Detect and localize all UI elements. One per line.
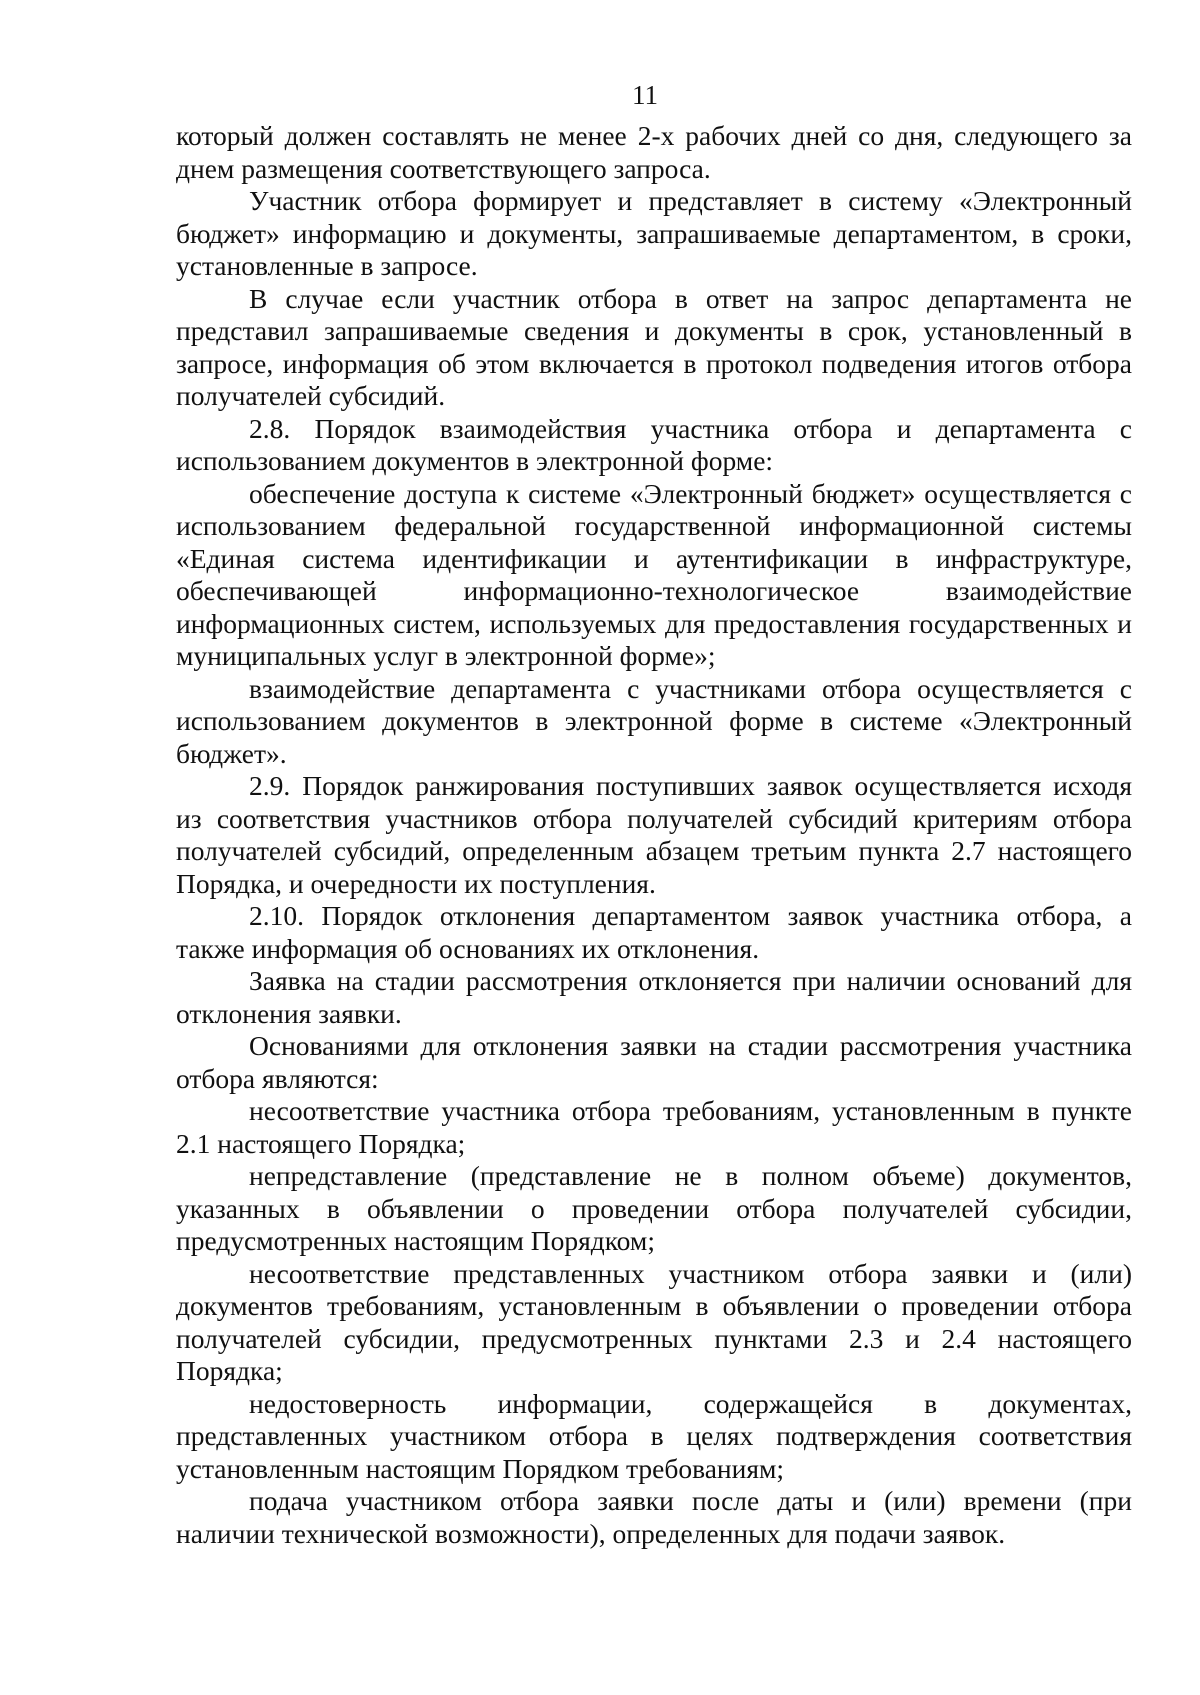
- list-item: несоответствие представленных участником отбора заявки и (или) документов требованиям, установленным в объявлении о проведении отбора получателей субсидии, предусмотренных пунктами 2.3 и 2.4 настоящего Порядка;: [176, 1257, 1132, 1386]
- paragraph: который должен составлять не менее 2-х рабочих дней со дня, следующего за днем размещения соответствующего запроса.: [176, 120, 1132, 184]
- paragraph: Участник отбора формирует и представляет в систему «Электронный бюджет» информацию и документы, запрашиваемые департаментом, в сроки, установленные в запросе.: [176, 185, 1132, 281]
- section-heading: 2.9. Порядок ранжирования поступивших заявок осуществляется исходя из соответствия участников отбора получателей субсидий критериям отбора получателей субсидий, определенным абзацем третьим пункта 2.7 настоящего Порядка, и очередности их поступления.: [176, 770, 1132, 899]
- list-item: подача участником отбора заявки после даты и (или) времени (при наличии технической возможности), определенных для подачи заявок.: [176, 1485, 1132, 1549]
- section-heading: 2.8. Порядок взаимодействия участника отбора и департамента с использованием документов в электронной форме:: [176, 412, 1132, 476]
- list-item: несоответствие участника отбора требованиям, установленным в пункте 2.1 настоящего Порядка;: [176, 1095, 1132, 1159]
- section-heading: 2.10. Порядок отклонения департаментом заявок участника отбора, а также информация об основаниях их отклонения.: [176, 900, 1132, 964]
- paragraph: Заявка на стадии рассмотрения отклоняется при наличии оснований для отклонения заявки.: [176, 965, 1132, 1029]
- document-body: [176, 120, 1132, 1550]
- paragraph: взаимодействие департамента с участниками отбора осуществляется с использованием документов в электронной форме в системе «Электронный бюджет».: [176, 672, 1132, 769]
- list-item: непредставление (представление не в полном объеме) документов, указанных в объявлении о проведении отбора получателей субсидии, предусмотренных настоящим Порядком;: [176, 1160, 1132, 1256]
- list-item: недостоверность информации, содержащейся в документах, представленных участником отбора в целях подтверждения соответствия установленным настоящим Порядком требованиям;: [176, 1387, 1132, 1484]
- paragraph: В случае если участник отбора в ответ на запрос департамента не представил запрашиваемые сведения и документы в срок, установленный в запросе, информация об этом включается в протокол подведения итогов отбора получателей субсидий.: [176, 282, 1132, 411]
- paragraph: Основаниями для отклонения заявки на стадии рассмотрения участника отбора являются:: [176, 1030, 1132, 1094]
- paragraph: обеспечение доступа к системе «Электронный бюджет» осуществляется с использованием федеральной государственной информационной системы «Единая система идентификации и аутентификации в инфраструктуре, обеспечивающей информационно-технологическое взаимодействие информационных систем, используемых для предоставления государственных и муниципальных услуг в электронной форме»;: [176, 477, 1132, 671]
- page-number: 11: [632, 80, 658, 110]
